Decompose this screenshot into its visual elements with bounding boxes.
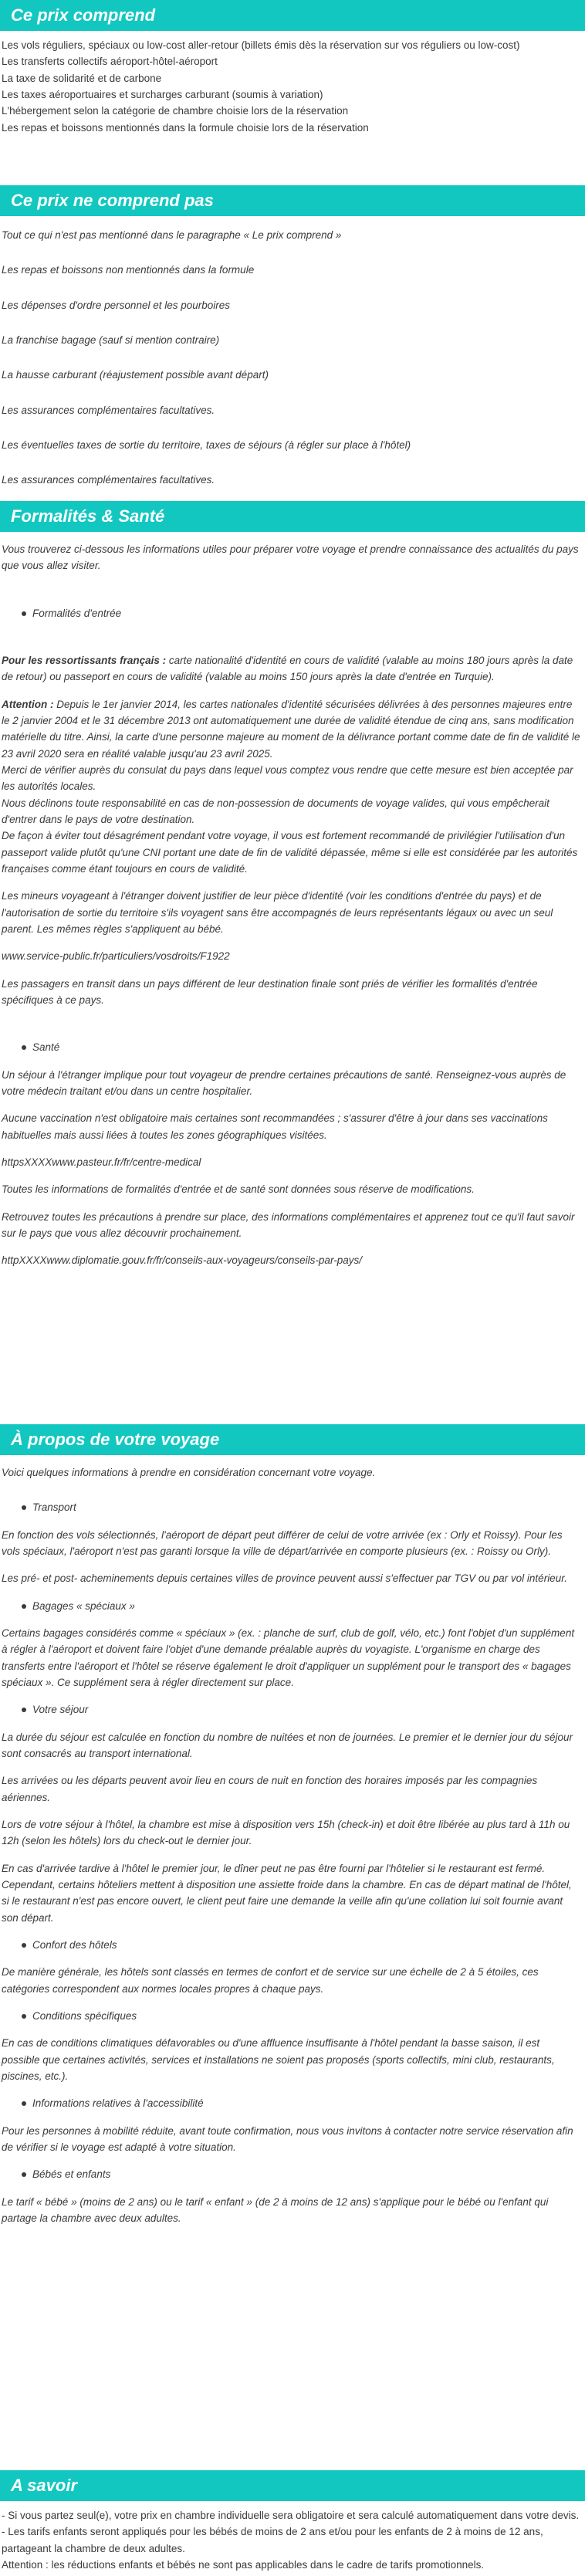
sejour-paragraph-3: Lors de votre séjour à l'hôtel, la chambre est mise à disposition vers 15h (check-in) et doit être libérée au plus tard à 11h ou 12h (selon les hôtels) lors du check-out le dernier jour. [2,1818,570,1847]
diplomatie-link[interactable]: httpXXXXwww.diplomatie.gouv.fr/fr/conseils-aux-voyageurs/conseils-par-pays/ [2,1254,362,1267]
list-item: Les assurances complémentaires facultatives. [2,404,215,416]
section-title-prix-comprend: Ce prix comprend [0,0,585,31]
section-title-prix-ne-comprend: Ce prix ne comprend pas [0,185,585,216]
bullet-accessibilite: Informations relatives à l'accessibilité [2,2095,580,2111]
section-title-apropos: À propos de votre voyage [0,1424,585,1455]
bullet-formalites-entree: Formalités d'entrée [2,605,580,621]
attention-text: Depuis le 1er janvier 2014, les cartes nationales d'identité sécurisées délivrées à des personnes majeures entre le 2 janvier 2004 et le 31 décembre 2013 ont automatiquement une durée de validité étendue de cinq ans, sans modification matérielle du titre. Ainsi, la carte d'une personne majeure au moment de la délivrance portant comme date de fin de validité le 23 avril 2020 sera en réalité valable jusqu'au 23 avril 2025. [2,698,580,760]
list-item: La hausse carburant (réajustement possible avant départ) [2,369,269,381]
section-prix-ne-comprend [0,185,585,489]
bullet-sejour: Votre séjour [2,1701,580,1718]
pasteur-link[interactable]: httpsXXXXwww.pasteur.fr/fr/centre-medical [2,1156,201,1168]
bullet-confort: Confort des hôtels [2,1937,580,1953]
confort-paragraph: De manière générale, les hôtels sont classés en termes de confort et de service sur une échelle de 2 à 5 étoiles, ces catégories correspondent aux normes locales propres à chaque pays. [2,1966,539,1995]
asavoir-list [0,2501,585,2573]
bullet-bebes: Bébés et enfants [2,2166,580,2182]
list-item: Les repas et boissons non mentionnés dans la formule [2,264,255,276]
list-item: La taxe de solidarité et de carbone [2,72,162,84]
list-item: Tout ce qui n'est pas mentionné dans le paragraphe « Le prix comprend » [2,229,342,241]
apropos-intro: Voici quelques informations à prendre en considération concernant votre voyage. [2,1467,376,1478]
section-asavoir [0,2470,585,2573]
sejour-paragraph-1: La durée du séjour est calculée en fonction du nombre de nuitées et non de journées. Le premier et le dernier jour du séjour sont consacrés au transport international. [2,1731,573,1759]
sejour-sante-paragraph: Un séjour à l'étranger implique pour tout voyageur de prendre certaines précautions de santé. Renseignez-vous auprès de votre médecin traitant et/ou dans un centre hospitalier. [2,1068,566,1097]
retrouvez-paragraph: Retrouvez toutes les précautions à prendre sur place, des informations complémentaires et apprenez tout ce qu'il faut savoir sur le pays que vous allez découvrir prochainement. [2,1210,575,1239]
prix-comprend-list [0,31,585,136]
conditions-paragraph: En cas de conditions climatiques défavorables ou d'une affluence insuffisante à l'hôtel pendant la basse saison, il est possible que certaines activités, services et installations ne soient pas proposés (sports collectifs, mini club, restaurants, piscines, etc.). [2,2037,555,2082]
declinons-paragraph: Nous déclinons toute responsabilité en cas de non-possession de documents de voyage valides, qui vous empêcherait d'entrer dans le pays de votre destination. [2,797,549,825]
service-public-link[interactable]: www.service-public.fr/particuliers/vosdroits/F1922 [2,950,230,963]
ressortissants-text: carte nationalité d'identité en cours de validité (valable au moins 180 jours après la date de retour) ou passeport en cours de validité (valable au moins 150 jours après la date d'entrée en Turquie). [2,654,573,683]
transport-paragraph-2: Les pré- et post- acheminements depuis certaines villes de province peuvent aussi s'effectuer par TGV ou par vol intérieur. [2,1572,567,1585]
list-item: La franchise bagage (sauf si mention contraire) [2,333,220,346]
list-item: Les assurances complémentaires facultatives. [2,474,215,486]
apropos-content [0,1455,585,2226]
sejour-paragraph-4: En cas d'arrivée tardive à l'hôtel le premier jour, le dîner peut ne pas être fourni par l'hôtelier si le restaurant est fermé. Cependant, certains hôteliers mettent à disposition une assiette froide dans la chambre. En cas de départ matinal de l'hôtel, si le restaurant n'est pas encore ouvert, le client peut faire une demande la veille afin qu'une collation lui soit fournie avant son départ. [2,1862,572,1924]
section-title-asavoir: A savoir [0,2470,585,2501]
section-prix-comprend [0,0,585,136]
facon-paragraph: De façon à éviter tout désagrément pendant votre voyage, il vous est fortement recommandé de privilégier l'utilisation d'un passeport valide plutôt qu'une CNI portant une date de fin de validité dépassée, même si elle est considérée par les autorités françaises comme étant toujours en cours de validité. [2,830,578,875]
bebes-paragraph: Le tarif « bébé » (moins de 2 ans) ou le tarif « enfant » (de 2 à moins de 12 ans) s'applique pour le bébé ou l'enfant qui partage la chambre avec deux adultes. [2,2195,549,2224]
list-item: Les vols réguliers, spéciaux ou low-cost aller-retour (billets émis dès la réservation sur vos réguliers ou low-cost) [2,39,520,51]
attention-label: Attention : [2,698,54,710]
list-item: - Les tarifs enfants seront appliqués pour les bébés de moins de 2 ans et/ou pour les enfants de 2 à moins de 12 ans, partageant la chambre de deux adultes. [2,2526,543,2554]
reserve-paragraph: Toutes les informations de formalités d'entrée et de santé sont données sous réserve de modifications. [2,1183,475,1196]
vaccination-paragraph: Aucune vaccination n'est obligatoire mais certaines sont recommandées ; s'assurer d'être à jour dans ses vaccinations habituelles mais aussi liées à toutes les zones géographiques visitées. [2,1112,548,1141]
list-item: Les taxes aéroportuaires et surcharges carburant (soumis à variation) [2,88,323,100]
ressortissants-paragraph [2,652,580,685]
formalites-content [0,532,585,1269]
list-item: Attention : les réductions enfants et bébés ne sont pas applicables dans le cadre de tarifs promotionnels. [2,2558,485,2571]
ressortissants-label: Pour les ressortissants français : [2,654,167,666]
attention-paragraph [2,696,580,762]
section-apropos [0,1424,585,2226]
bullet-conditions: Conditions spécifiques [2,2008,580,2024]
formalites-intro: Vous trouverez ci-dessous les informations utiles pour préparer votre voyage et prendre connaissance des actualités du pays que vous allez visiter. [2,543,579,572]
bullet-sante: Santé [2,1039,580,1055]
bagages-paragraph: Certains bagages considérés comme « spéciaux » (ex. : planche de surf, club de golf, vélo, etc.) font l'objet d'un supplément à régler à l'aéroport et doivent faire l'objet d'une demande préalable auprès du voyagiste. L'organisme en charge des transferts entre l'aéroport et l'hôtel se réserve également le droit d'appliquer un supplément pour le transport des « bagages spéciaux ». Ce supplément sera à régler directement sur place. [2,1627,575,1688]
list-item: Les dépenses d'ordre personnel et les pourboires [2,299,231,311]
list-item: Les éventuelles taxes de sortie du territoire, taxes de séjours (à régler sur place à l'hôtel) [2,438,411,451]
list-item: Les repas et boissons mentionnés dans la formule choisie lors de la réservation [2,121,369,134]
list-item: L'hébergement selon la catégorie de chambre choisie lors de la réservation [2,105,349,117]
transport-paragraph-1: En fonction des vols sélectionnés, l'aéroport de départ peut différer de celui de votre arrivée (ex : Orly et Roissy). Pour les vols spéciaux, l'aéroport n'est pas garanti lorsque la ville de départ/arrivée en comporte plusieurs (ex. : Roissy ou Orly). [2,1528,563,1557]
accessibilite-paragraph: Pour les personnes à mobilité réduite, avant toute confirmation, nous vous invitons à contacter notre service réservation afin de vérifier si le voyage est adapté à votre situation. [2,2124,573,2153]
merci-paragraph: Merci de vérifier auprès du consulat du pays dans lequel vous comptez vous rendre que cette mesure est bien acceptée par les autorités locales. [2,763,573,793]
sejour-paragraph-2: Les arrivées ou les départs peuvent avoir lieu en cours de nuit en fonction des horaires imposés par les compagnies aériennes. [2,1775,538,1803]
transit-paragraph: Les passagers en transit dans un pays différent de leur destination finale sont priés de vérifier les formalités d'entrée spécifiques à ce pays. [2,977,538,1006]
prix-ne-comprend-list [0,216,585,489]
mineurs-paragraph: Les mineurs voyageant à l'étranger doivent justifier de leur pièce d'identité (voir les conditions d'entrée du pays) et de l'autorisation de sortie du territoire s'ils voyagent sans être accompagnés de leurs représentants légaux ou avec un seul parent. Les mêmes règles s'appliquent au bébé. [2,890,553,935]
section-formalites-sante [0,501,585,1269]
bullet-bagages: Bagages « spéciaux » [2,1598,580,1614]
bullet-transport: Transport [2,1499,580,1515]
list-item: Les transferts collectifs aéroport-hôtel-aéroport [2,56,218,68]
list-item: - Si vous partez seul(e), votre prix en chambre individuelle sera obligatoire et sera calculé automatiquement dans votre devis. [2,2510,580,2521]
section-title-formalites: Formalités & Santé [0,501,585,532]
